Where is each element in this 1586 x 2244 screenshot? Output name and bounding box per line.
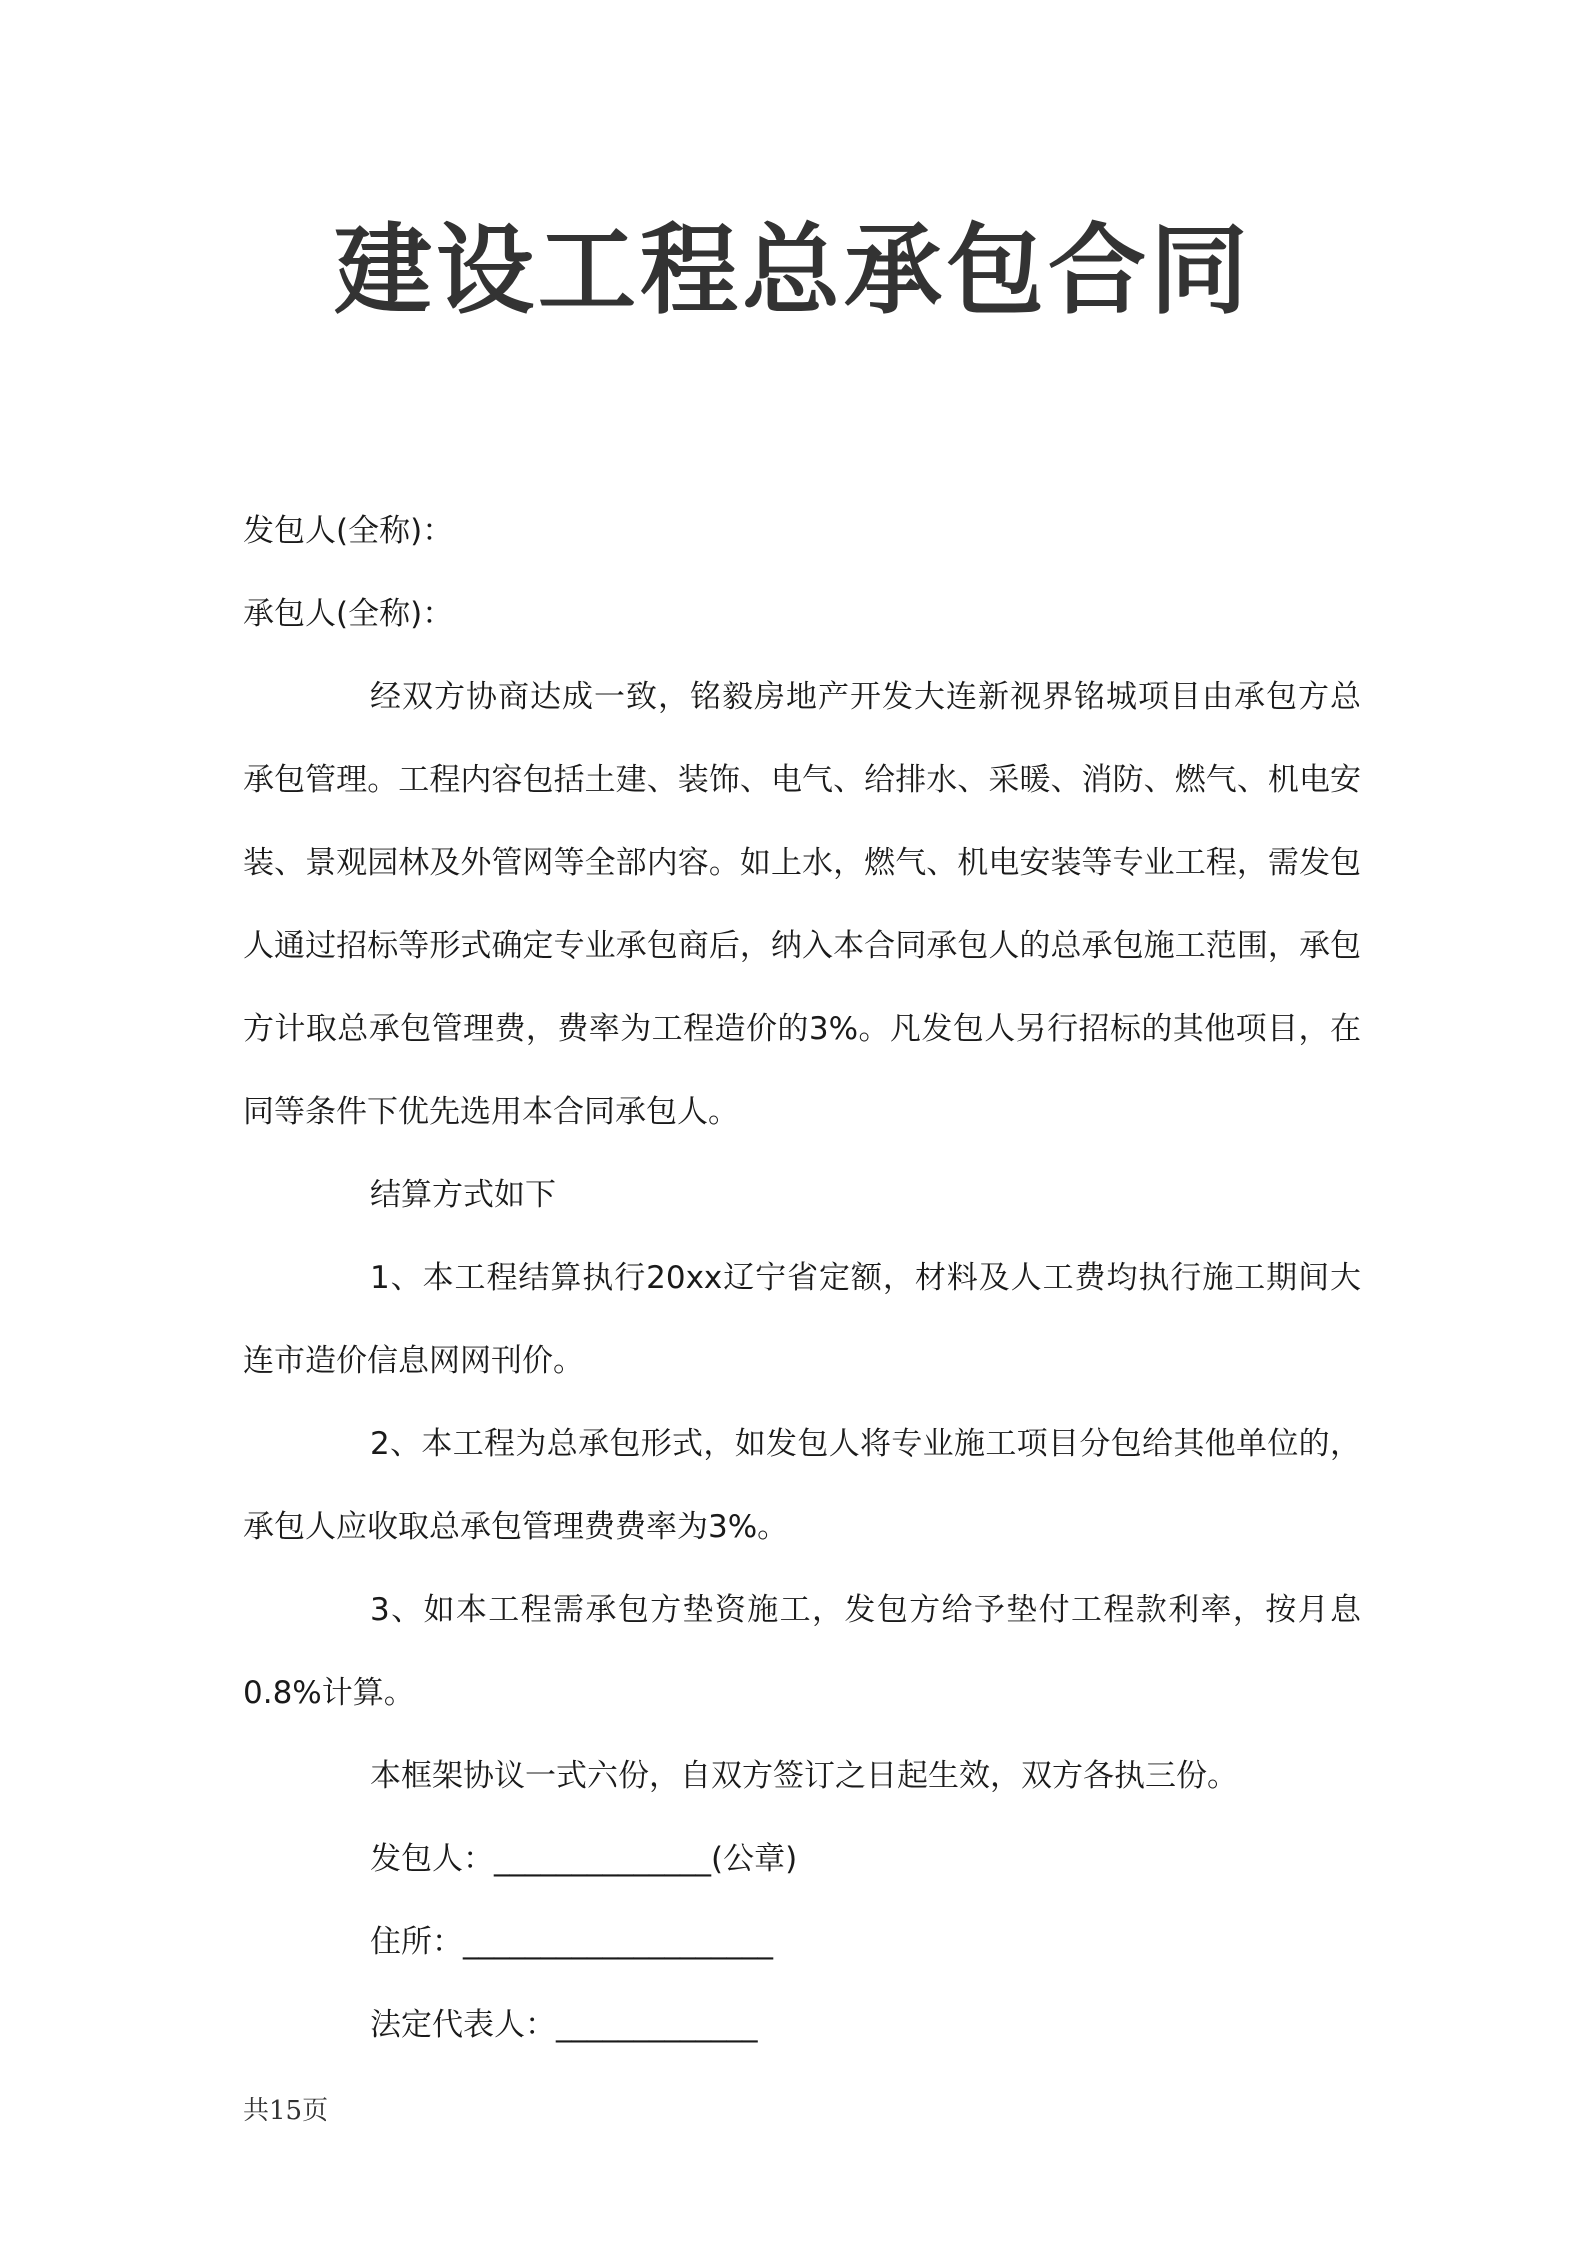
signature-address: 住所：____________________ [370, 1924, 773, 1960]
effect-statement: 本框架协议一式六份，自双方签订之日起生效，双方各执三份。 [370, 1758, 1238, 1794]
page-count: 共15页 [243, 2096, 329, 2126]
clause-1: 1、本工程结算执行20xx辽宁省定额，材料及人工费均执行施工期间大连市造价信息网网刊价。 [243, 1260, 1361, 1379]
document-body [243, 490, 1361, 2067]
clause-2: 2、本工程为总承包形式，如发包人将专业施工项目分包给其他单位的，承包人应收取总承包管理费费率为3%。 [243, 1426, 1361, 1545]
signature-legal-rep: 法定代表人：_____________ [370, 2007, 758, 2043]
party-a-label: 发包人(全称)： [243, 513, 454, 549]
clause-3: 3、如本工程需承包方垫资施工，发包方给予垫付工程款利率，按月息0.8%计算。 [243, 1592, 1361, 1711]
signature-party-a: 发包人：______________(公章) [370, 1841, 798, 1877]
settlement-heading: 结算方式如下 [370, 1177, 556, 1213]
party-b-label: 承包人(全称)： [243, 596, 454, 632]
intro-paragraph: 经双方协商达成一致，铭毅房地产开发大连新视界铭城项目由承包方总承包管理。工程内容包括土建、装饰、电气、给排水、采暖、消防、燃气、机电安装、景观园林及外管网等全部内容。如上水，燃气、机电安装等专业工程，需发包人通过招标等形式确定专业承包商后，纳入本合同承包人的总承包施工范围，承包方计取总承包管理费，费率为工程造价的3%。凡发包人另行招标的其他项目，在同等条件下优先选用本合同承包人。 [243, 679, 1361, 1130]
document-title: 建设工程总承包合同 [333, 214, 1252, 328]
